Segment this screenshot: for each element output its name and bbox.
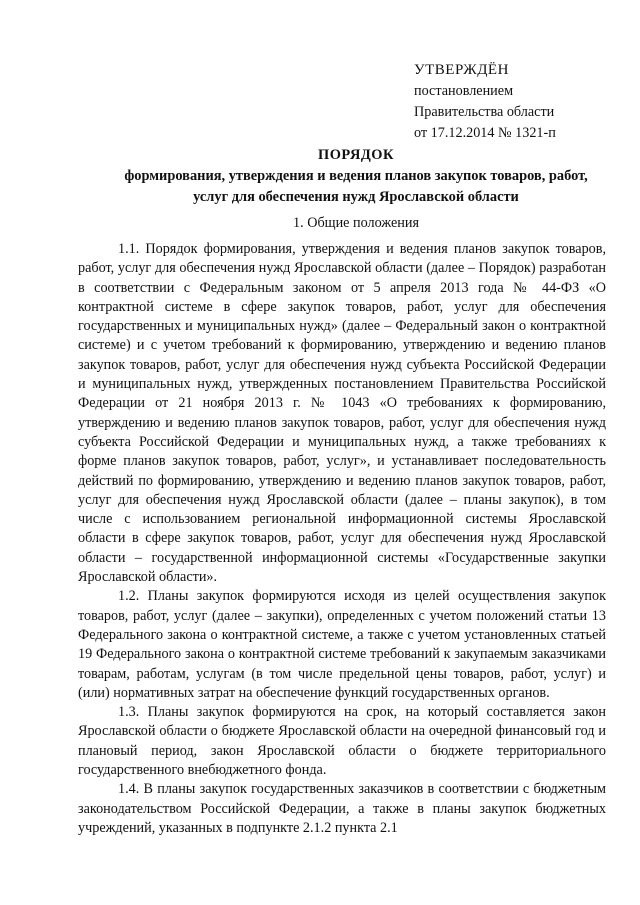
approval-stamp bbox=[414, 60, 556, 144]
document-title-main: ПОРЯДОК bbox=[318, 147, 394, 163]
paragraph-1-3: 1.3. Планы закупок формируются на срок, на который составляется закон Ярославской области о бюджете Ярославской области на очередной финансовый год и плановый период, закон Ярославской области о бюджете территориального государственного внебюджетного фонда. bbox=[78, 704, 606, 779]
paragraph-1-2: 1.2. Планы закупок формируются исходя из целей осуществления закупок товаров, работ, услуг (далее – закупки), определенных с учетом положений статьи 13 Федерального закона о контрактной системе, а также с учетом установленных статьей 19 Федерального закона о контрактной системе требований к закупаемым заказчиками товарам, работам, услугам (в том числе предельной цены товаров, работ, услуг) и (или) нормативных затрат на обеспечение функций государственных органов. bbox=[78, 588, 606, 701]
approval-line-1: постановлением bbox=[414, 83, 514, 99]
approval-line-2: Правительства области bbox=[414, 104, 555, 120]
document-title-line-1: формирования, утверждения и ведения планов закупок товаров, работ, bbox=[124, 168, 588, 184]
document-body bbox=[78, 240, 606, 838]
approval-heading: УТВЕРЖДЁН bbox=[414, 62, 509, 78]
paragraph-1-1: 1.1. Порядок формирования, утверждения и ведения планов закупок товаров, работ, услуг для обеспечения нужд Ярославской области (далее – Порядок) разработан в соответствии с Федеральным законом от 5 апреля 2013 года № 44-ФЗ «О контрактной системе в сфере закупок товаров, работ, услуг для обеспечения государственных и муниципальных нужд» (далее – Федеральный закон о контрактной системе) и с учетом требований к формированию, утверждению и ведению планов закупок товаров, работ, услуг для обеспечения нужд субъекта Российской Федерации и муниципальных нужд, утвержденных постановлением Правительства Российской Федерации от 21 ноября 2013 г. № 1043 «О требованиях к формированию, утверждению и ведению планов закупок товаров, работ, услуг для обеспечения нужд субъекта Российской Федерации и муниципальных нужд, а также требованиях к форме планов закупок товаров, работ, услуг», и устанавливает последовательность действий по формированию, утверждению и ведению планов закупок товаров, работ, услуг для обеспечения нужд Ярославской области (далее – планы закупок), в том числе с использованием региональной информационной системы Ярославской области в сфере закупок товаров, работ, услуг для обеспечения нужд Ярославской области – государственной информационной системы «Государственные закупки Ярославской области». bbox=[78, 241, 606, 586]
document-title bbox=[0, 145, 640, 208]
document-title-line-2: услуг для обеспечения нужд Ярославской области bbox=[193, 189, 519, 205]
section-heading: 1. Общие положения bbox=[293, 215, 419, 231]
paragraph-1-4: 1.4. В планы закупок государственных заказчиков в соответствии с бюджетным законодательством Российской Федерации, а также в планы закупок бюджетных учреждений, указанных в подпункте 2.1.2 пункта 2.1 bbox=[78, 781, 606, 836]
approval-line-3: от 17.12.2014 № 1321-п bbox=[414, 125, 556, 141]
